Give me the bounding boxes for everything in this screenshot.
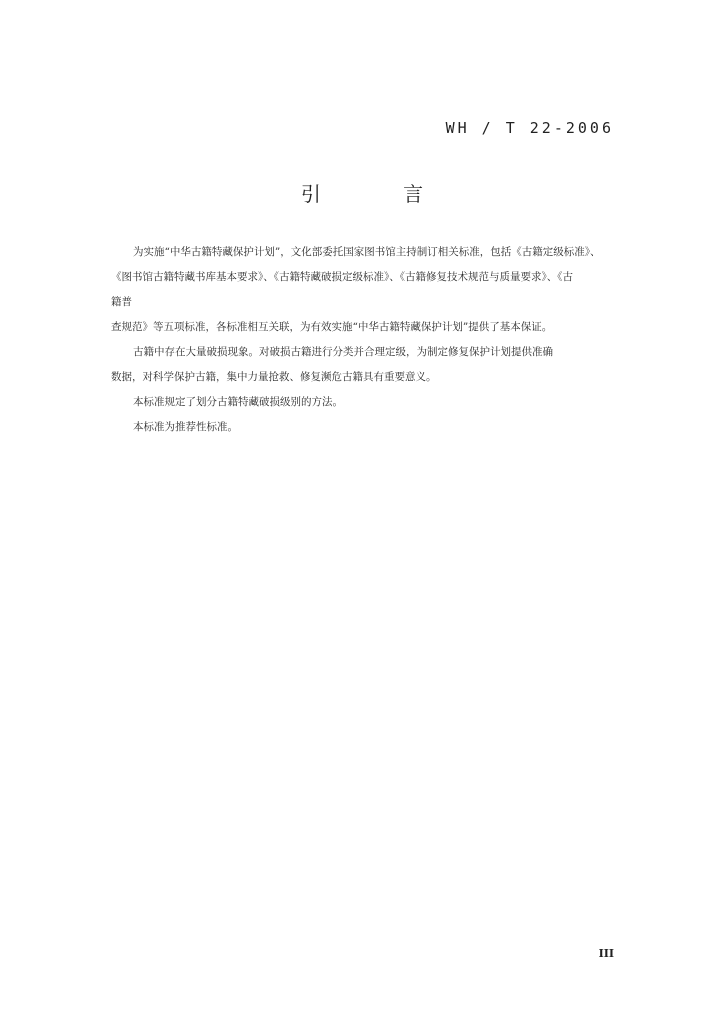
page-title: 引 言: [300, 182, 462, 206]
paragraph-line: 查规范》等五项标准，各标准相互关联，为有效实施“中华古籍特藏保护计划”提供了基本保证。: [111, 321, 553, 333]
introduction-body: [111, 240, 616, 440]
paragraph-line: 数据，对科学保护古籍，集中力量抢救、修复濒危古籍具有重要意义。: [111, 371, 437, 383]
page-number: III: [598, 947, 614, 960]
paragraph-line: 《图书馆古籍特藏书库基本要求》、《古籍特藏破损定级标准》、《古籍修复技术规范与质量要求》、《古: [111, 271, 573, 283]
paragraph-line: 籍普: [111, 296, 132, 308]
standard-code: WH / T 22-2006: [445, 119, 614, 137]
paragraph-line: 本标准规定了划分古籍特藏破损级别的方法。: [133, 396, 343, 408]
paragraph-line: 本标准为推荐性标准。: [133, 421, 238, 433]
paragraph-line: 为实施“中华古籍特藏保护计划”，文化部委托国家图书馆主持制订相关标准，包括《古籍定级标准》、: [133, 246, 601, 258]
paragraph-line: 古籍中存在大量破损现象。对破损古籍进行分类并合理定级，为制定修复保护计划提供准确: [133, 346, 553, 358]
